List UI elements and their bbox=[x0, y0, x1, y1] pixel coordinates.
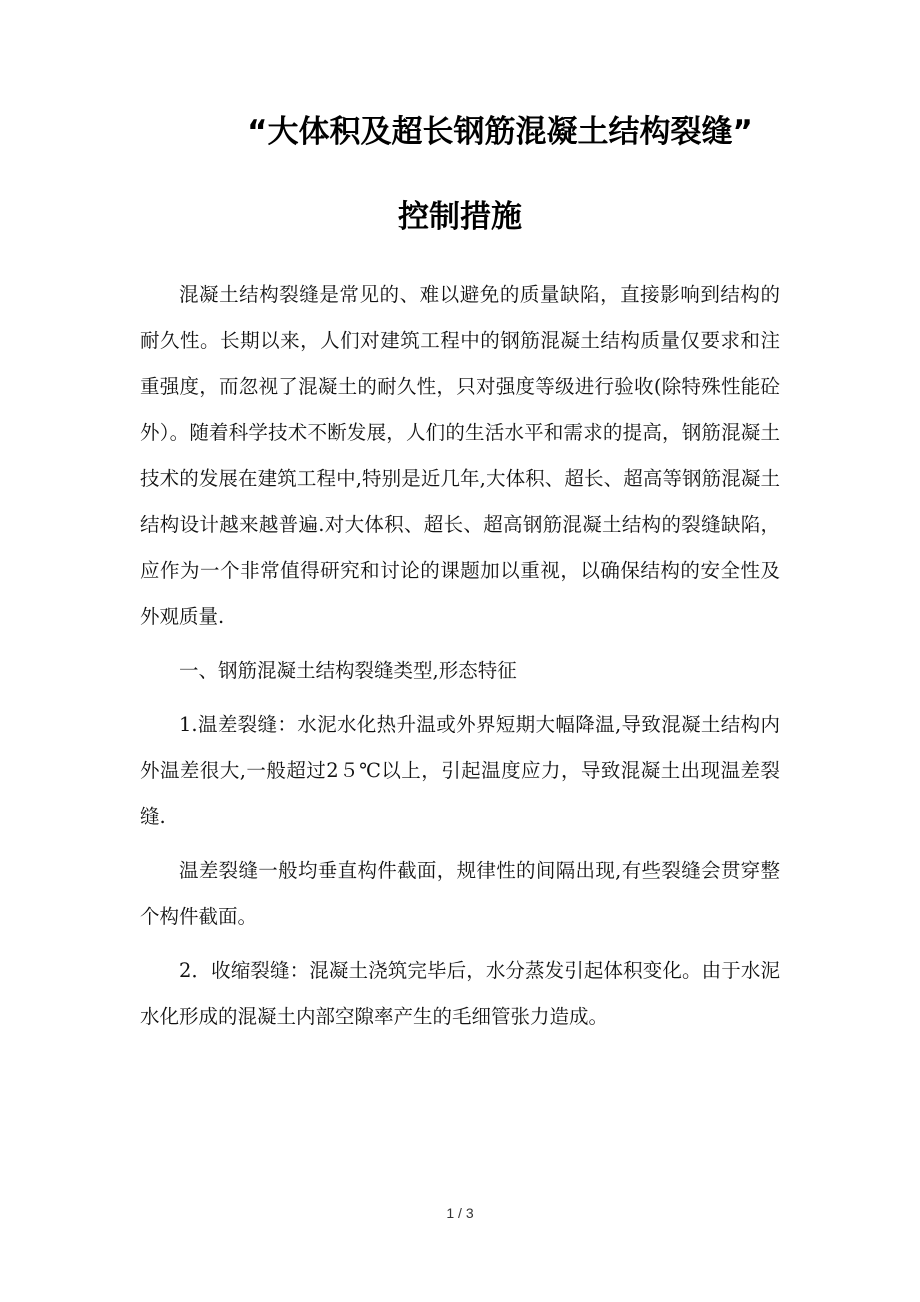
paragraph-temperature-crack-pattern: 温差裂缝一般均垂直构件截面，规律性的间隔出现,有些裂缝会贯穿整个构件截面。 bbox=[140, 859, 780, 928]
section-heading-crack-types: 一、钢筋混凝土结构裂缝类型,形态特征 bbox=[179, 659, 517, 682]
document-body bbox=[140, 272, 780, 1040]
paragraph-intro: 混凝土结构裂缝是常见的、难以避免的质量缺陷，直接影响到结构的耐久性。长期以来，人们对建筑工程中的钢筋混凝土结构质量仅要求和注重强度，而忽视了混凝土的耐久性，只对强度等级进行验收(除特殊性能砼外）。随着科学技术不断发展，人们的生活水平和需求的提高，钢筋混凝土技术的发展在建筑工程中,特别是近几年,大体积、超长、超高等钢筋混凝土结构设计越来越普遍.对大体积、超长、超高钢筋混凝土结构的裂缝缺陷，应作为一个非常值得研究和讨论的课题加以重视，以确保结构的安全性及外观质量. bbox=[140, 283, 780, 628]
document-title-line-1: “大体积及超长钢筋混凝土结构裂缝” bbox=[247, 114, 753, 150]
page-number: 1 / 3 bbox=[446, 1205, 474, 1221]
paragraph-temperature-cracks: 1.温差裂缝：水泥水化热升温或外界短期大幅降温,导致混凝土结构内外温差很大,一般超过2５℃以上，引起温度应力，导致混凝土出现温差裂缝. bbox=[140, 713, 780, 828]
document-title-line-2: 控制措施 bbox=[398, 199, 522, 235]
paragraph-shrinkage-cracks: 2．收缩裂缝：混凝土浇筑完毕后，水分蒸发引起体积变化。由于水泥水化形成的混凝土内部空隙率产生的毛细管张力造成。 bbox=[140, 959, 780, 1028]
